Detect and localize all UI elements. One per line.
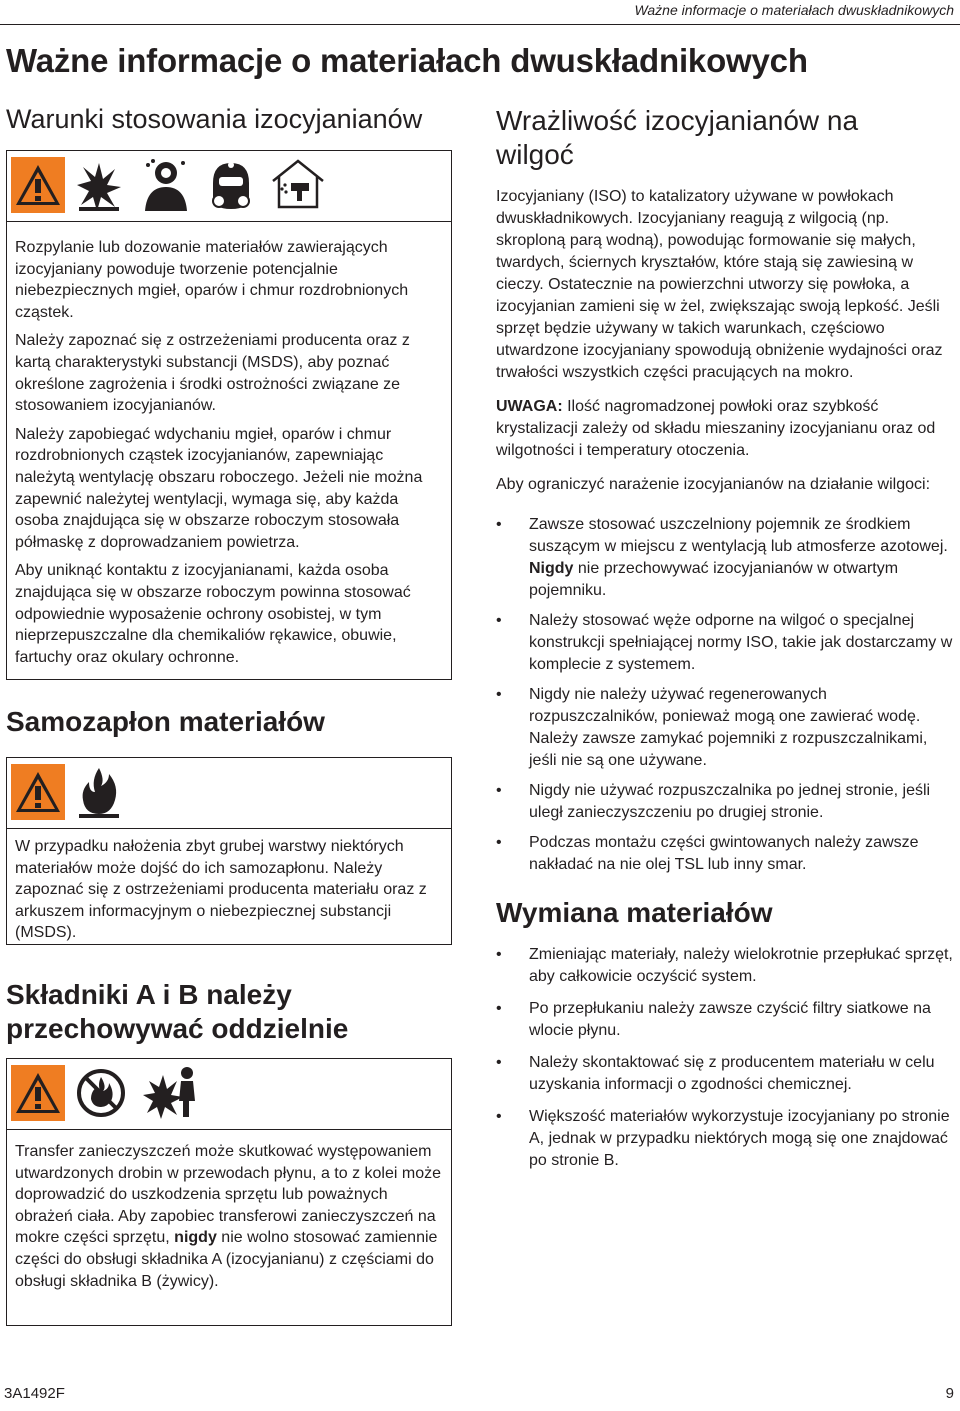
list-item: [496, 514, 956, 602]
section-title-moisture-sensitivity: Wrażliwość izocyjanianów na wilgoć: [496, 105, 859, 170]
section-title-separate-components: Składniki A i B należy przechowywać oddzielnie: [6, 979, 349, 1044]
emphasis-never: Nigdy: [529, 560, 574, 577]
note-label: UWAGA:: [496, 398, 563, 415]
page-title: Ważne informacje o materiałach dwuskładnikowych: [6, 42, 808, 79]
changing-materials-bullet-list: [496, 944, 956, 1172]
section-title-isocyanate-conditions: Warunki stosowania izocyjanianów: [6, 104, 423, 134]
list-item: • Nigdy nie używać rozpuszczalnika po jednej stronie, jeśli uległ zanieczyszczeniu po drugiej stronie.: [496, 780, 956, 824]
explosion-icon: [75, 157, 123, 213]
respirator-icon: [207, 157, 255, 213]
list-item: • Podczas montażu części gwintowanych należy zawsze nakładać na nie olej TSL lub inny smar.: [496, 832, 956, 876]
separate-components-warning-box: [6, 1058, 452, 1326]
list-item: • Po przepłukaniu należy zawsze czyścić filtry siatkowe na wlocie płynu.: [496, 998, 956, 1042]
paragraph: Rozpylanie lub dozowanie materiałów zawierających izocyjaniany powoduje tworzenie potencjalnie niebezpiecznych mgieł, oparów i chmur rozdrobnionych cząstek.: [15, 239, 409, 321]
text-segment: Zawsze stosować uszczelniony pojemnik ze środkiem suszącym w miejscu z wentylacją lub atmosferze azotowej.: [529, 516, 948, 555]
paragraph: Izocyjaniany (ISO) to katalizatory używane w powłokach dwuskładnikowych. Izocyjaniany reagują z wilgocią (np. skroploną parą wodną), powodując formowanie się małych, twardych, ściernych kryształów, które stają się zawiesiną w cieczy. Ostatecznie na powierzchni utworzy się powłoka, a izocyjanian zamieni się w żel, zwiększając swoją lepkość. Jeśli sprzęt będzie używany w takich warunkach, częściowo utwardzone izocyjaniany spowodują obniżenie wydajności oraz trwałości wszystkich części pracujących na mokro.: [496, 188, 943, 381]
paragraph: W przypadku nałożenia zbyt grubej warstwy niektórych materiałów może dojść do ich samozapłonu. Należy zapoznać się z ostrzeżeniami producenta materiału oraz z arkuszem informacyjnym o niebezpiecznej substancji (MSDS).: [15, 838, 427, 942]
bullet-intro: Aby ograniczyć narażenie izocyjanianów na działanie wilgoci:: [496, 476, 931, 493]
moisture-sensitivity-body: [496, 186, 958, 496]
list-item: • Należy skontaktować się z producentem materiału w celu uzyskania informacji o zgodności chemicznej.: [496, 1052, 956, 1096]
warning-triangle-icon: [11, 1065, 65, 1121]
list-item: • Zmieniając materiały, należy wielokrotnie przepłukać sprzęt, aby całkowicie oczyścić system.: [496, 944, 956, 988]
ventilation-icon: [269, 157, 327, 213]
self-ignition-warning-text: [15, 836, 441, 944]
list-item: • Większość materiałów wykorzystuje izocyjaniany po stronie A, jednak w przypadku niektórych mogą się one znajdować po stronie B.: [496, 1106, 956, 1172]
self-ignition-warning-box: [6, 757, 452, 945]
paragraph: [15, 1141, 441, 1292]
running-header: Ważne informacje o materiałach dwuskładnikowych: [634, 2, 954, 18]
paragraph: Należy zapobiegać wdychaniu mgieł, oparów i chmur rozdrobnionych cząstek izocyjanianów, zapewniając należytą wentylację obszaru roboczego. Jeżeli nie można zapewnić należytej wentylacji, wymaga się, aby każda osoba znajdująca się w obszarze roboczym stosowała półmaskę z doprowadzaniem powietrza.: [15, 425, 423, 551]
section-title-self-ignition: Samozapłon materiałów: [6, 706, 325, 737]
hazard-icon-strip: [7, 758, 451, 829]
list-item: • Należy stosować węże odporne na wilgoć o specjalnej konstrukcji spełniającej normy ISO, takie jak dostarczamy w komplecie z systemem.: [496, 610, 956, 676]
text-segment: nie wolno stosować zamiennie części do obsługi składnika A (izocyjanianu) z częściami do obsługi składnika B (żywicy).: [15, 1229, 438, 1290]
page-number: 9: [945, 1385, 954, 1402]
no-open-flame-icon: [75, 1065, 127, 1121]
warning-triangle-icon: [11, 764, 65, 820]
hazard-icon-strip: [7, 1059, 451, 1130]
inhalation-hazard-icon: [139, 157, 193, 213]
document-id: 3A1492F: [4, 1385, 65, 1402]
moisture-bullet-list: [496, 514, 956, 876]
list-item: • Nigdy nie należy używać regenerowanych rozpuszczalników, ponieważ mogą one zawierać wodę. Należy zawsze zamykać pojemniki z rozpuszczalnikami, jeśli nie są one używane.: [496, 684, 956, 772]
isocyanate-warning-box: [6, 150, 452, 680]
splash-hazard-icon: [141, 1065, 201, 1121]
note-paragraph: [496, 396, 958, 462]
warning-triangle-icon: [11, 157, 65, 213]
emphasis-never: nigdy: [174, 1229, 217, 1247]
fire-icon: [75, 764, 123, 820]
text-segment: Transfer zanieczyszczeń może skutkować występowaniem utwardzonych drobin w przewodach płynu, a to z kolei może doprowadzić do uszkodzenia sprzętu lub poważnych obrażeń ciała. Aby zapobiec transferowi zanieczyszczeń na mokre części sprzętu,: [15, 1143, 441, 1247]
separate-components-warning-text: [15, 1141, 441, 1292]
isocyanate-warning-text: [15, 237, 441, 668]
hazard-icon-strip: [7, 151, 451, 222]
paragraph: Aby uniknąć kontaktu z izocyjanianami, każda osoba znajdująca się w obszarze roboczym powinna stosować odpowiednie wyposażenie ochrony osobistej, w tym nieprzepuszczalne dla chemikaliów rękawice, obuwie, fartuchy oraz okulary ochronne.: [15, 562, 411, 666]
section-title-changing-materials: Wymiana materiałów: [496, 897, 773, 928]
text-segment: nie przechowywać izocyjanianów w otwartym pojemniku.: [529, 560, 899, 599]
note-text: Ilość nagromadzonej powłoki oraz szybkość krystalizacji zależy od składu mieszaniny izocyjanianu oraz od wilgotności i temperatury otoczenia.: [496, 398, 936, 459]
paragraph: Należy zapoznać się z ostrzeżeniami producenta oraz z kartą charakterystyki substancji (MSDS), aby poznać określone zagrożenia i środki ostrożności związane ze stosowaniem izocyjanianów.: [15, 332, 410, 415]
header-rule: [0, 24, 960, 25]
